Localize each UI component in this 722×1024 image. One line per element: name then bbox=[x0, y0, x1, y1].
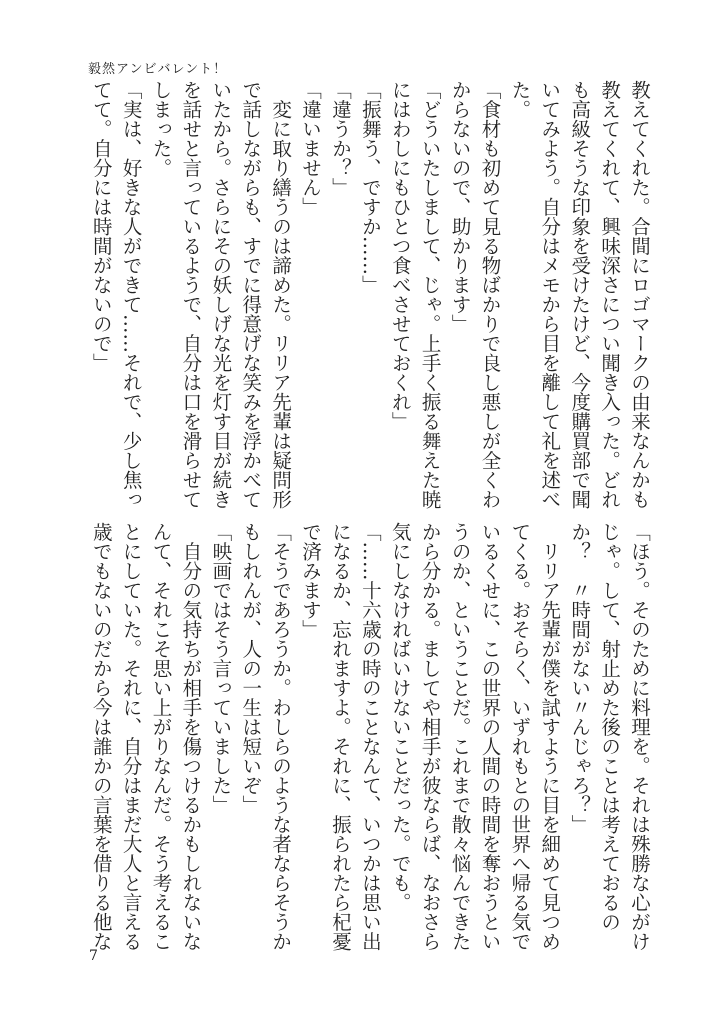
text-line: からないので、助かります」 bbox=[448, 80, 472, 334]
text-line: んて、それこそ思い上がりなんだ。そう考えるこ bbox=[149, 522, 173, 951]
text-line: 「映画ではそう言っていました」 bbox=[209, 522, 233, 815]
text-line: 「どういたしまして、じゃ。上手く振る舞えた暁 bbox=[418, 80, 442, 509]
text-line: てて。自分には時間がないので」 bbox=[89, 80, 113, 373]
text-line: とにしていた。それに、自分はまだ大人と言える bbox=[119, 522, 143, 951]
lower-text-block bbox=[86, 522, 654, 951]
running-header: 毅然アンビバレント！ bbox=[88, 62, 228, 77]
text-line: 「違うか？」 bbox=[328, 80, 352, 197]
page-number: 7 bbox=[89, 948, 98, 964]
text-line: 気にしなければいけないことだった。でも。 bbox=[388, 522, 412, 912]
upper-text-block bbox=[86, 80, 654, 509]
text-line: で済みます」 bbox=[299, 522, 323, 639]
text-line: 「……十六歳の時のことなんて、いつかは思い出 bbox=[358, 522, 382, 951]
text-line: 「実は、好きな人ができて……それで、少し焦っ bbox=[119, 80, 143, 509]
text-line: を話せと言っているようで、自分は口を滑らせて bbox=[179, 80, 203, 509]
text-line: 変に取り繕うのは諦めた。リリア先輩は疑問形 bbox=[269, 80, 293, 509]
text-line: 教えてくれた。合間にロゴマークの由来なんかも bbox=[628, 80, 651, 509]
text-line: いたから。さらにその妖しげな光を灯す目が続き bbox=[209, 80, 233, 509]
text-line: もしれんが、人の一生は短いぞ」 bbox=[239, 522, 263, 815]
text-line: 歳でもないのだから今は誰かの言葉を借りる他な bbox=[89, 522, 113, 951]
text-line: から分かる。ましてや相手が彼ならば、なおさら bbox=[418, 522, 442, 951]
text-line: てくる。おそらく、いずれもとの世界へ帰る気で bbox=[508, 522, 532, 951]
text-line: 自分の気持ちが相手を傷つけるかもしれないな bbox=[179, 522, 203, 951]
text-line: 「振舞う、ですか……」 bbox=[358, 80, 382, 295]
text-line: で話しながらも、すでに得意げな笑みを浮かべて bbox=[239, 80, 263, 509]
text-line: か？ 〃時間がない〃んじゃろ？」 bbox=[568, 522, 592, 834]
text-line: 「違いません」 bbox=[299, 80, 323, 217]
text-line: じゃ。して、射止めた後のことは考えておるの bbox=[598, 522, 622, 932]
text-line: いてみよう。自分はメモから目を離して礼を述べ bbox=[538, 80, 562, 509]
text-line: 「そうであろうか。わしらのような者ならそうか bbox=[269, 522, 293, 951]
text-line: も高級そうな印象を受けたけど、今度購買部で聞 bbox=[568, 80, 592, 509]
text-line: 「食材も初めて見る物ばかりで良し悪しが全くわ bbox=[478, 80, 502, 509]
text-line: しまった。 bbox=[149, 80, 173, 178]
text-line: うのか、ということだ。これまで散々悩んできた bbox=[448, 522, 472, 951]
text-line: 「ほう。そのために料理を。それは殊勝な心がけ bbox=[628, 522, 651, 951]
text-line: いるくせに、この世界の人間の時間を奪おうとい bbox=[478, 522, 502, 951]
text-line: 教えてくれて、興味深さについ聞き入った。どれ bbox=[598, 80, 622, 509]
text-line: になるか、忘れますよ。それに、振られたら杞憂 bbox=[328, 522, 352, 951]
text-line: にはわしにもひとつ食べさせておくれ」 bbox=[388, 80, 412, 431]
text-line: た。 bbox=[508, 80, 532, 119]
text-line: リリア先輩が僕を試すように目を細めて見つめ bbox=[538, 522, 562, 951]
